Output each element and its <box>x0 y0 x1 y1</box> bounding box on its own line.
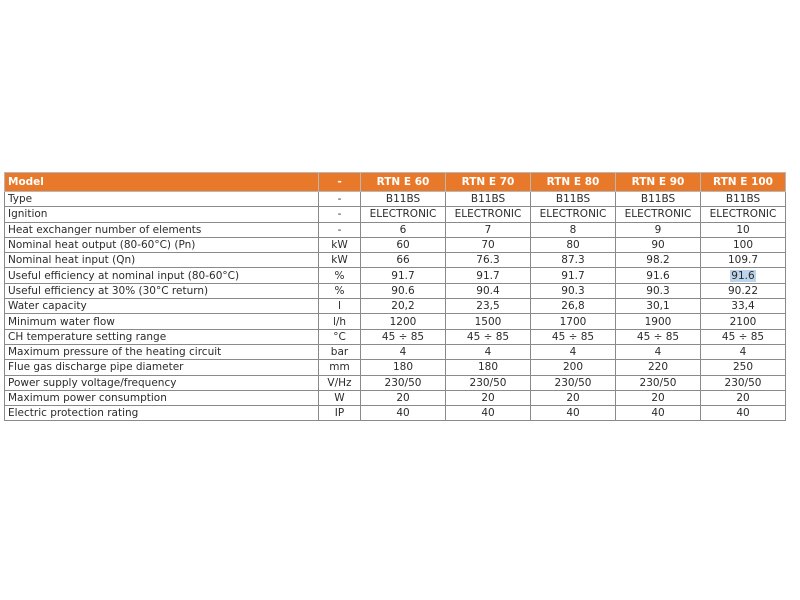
value-cell <box>701 268 786 283</box>
value-cell: 90 <box>616 237 701 252</box>
value-cell: 70 <box>446 237 531 252</box>
value-cell: 6 <box>361 222 446 237</box>
row-unit: % <box>319 268 361 283</box>
value-cell: 45 ÷ 85 <box>446 329 531 344</box>
table-row <box>5 207 786 222</box>
table-row <box>5 268 786 283</box>
value-cell: 90.22 <box>701 283 786 298</box>
value-cell: 230/50 <box>361 375 446 390</box>
table-row <box>5 390 786 405</box>
row-label: Minimum water flow <box>5 314 319 329</box>
value-cell: 40 <box>531 406 616 421</box>
table-row <box>5 314 786 329</box>
value-cell: 230/50 <box>616 375 701 390</box>
row-label: Heat exchanger number of elements <box>5 222 319 237</box>
row-label: Maximum power consumption <box>5 390 319 405</box>
value-cell: 1200 <box>361 314 446 329</box>
table-header-row <box>5 173 786 192</box>
value-cell: 109.7 <box>701 253 786 268</box>
value-cell: 180 <box>446 360 531 375</box>
row-unit: l/h <box>319 314 361 329</box>
value-cell: 1700 <box>531 314 616 329</box>
row-label: CH temperature setting range <box>5 329 319 344</box>
row-unit: - <box>319 207 361 222</box>
model-header: RTN E 100 <box>701 173 786 192</box>
value-cell: 40 <box>446 406 531 421</box>
table-row <box>5 237 786 252</box>
value-cell: 1500 <box>446 314 531 329</box>
value-cell: B11BS <box>446 192 531 207</box>
row-label: Type <box>5 192 319 207</box>
value-cell: 40 <box>361 406 446 421</box>
row-unit: kW <box>319 237 361 252</box>
table-row <box>5 375 786 390</box>
table-row <box>5 299 786 314</box>
value-cell: 76.3 <box>446 253 531 268</box>
value-cell: 10 <box>701 222 786 237</box>
value-cell: ELECTRONIC <box>616 207 701 222</box>
value-cell: 20 <box>446 390 531 405</box>
row-label: Nominal heat input (Qn) <box>5 253 319 268</box>
spec-table-body <box>5 192 786 421</box>
row-unit: W <box>319 390 361 405</box>
value-cell: ELECTRONIC <box>361 207 446 222</box>
value-cell: 45 ÷ 85 <box>531 329 616 344</box>
table-row <box>5 344 786 359</box>
value-cell: 90.3 <box>616 283 701 298</box>
value-cell: 40 <box>701 406 786 421</box>
value-cell: 91.7 <box>361 268 446 283</box>
value-cell: 90.6 <box>361 283 446 298</box>
value-cell: 180 <box>361 360 446 375</box>
value-cell: 9 <box>616 222 701 237</box>
row-label: Maximum pressure of the heating circuit <box>5 344 319 359</box>
value-cell: B11BS <box>701 192 786 207</box>
value-cell: 87.3 <box>531 253 616 268</box>
row-unit: - <box>319 222 361 237</box>
value-cell: 80 <box>531 237 616 252</box>
highlighted-value: 91.6 <box>731 269 755 282</box>
value-cell: 45 ÷ 85 <box>361 329 446 344</box>
value-cell: 230/50 <box>531 375 616 390</box>
value-cell: 91.7 <box>531 268 616 283</box>
table-row <box>5 329 786 344</box>
row-unit: °C <box>319 329 361 344</box>
row-unit: bar <box>319 344 361 359</box>
value-cell: 91.7 <box>446 268 531 283</box>
value-cell: 90.3 <box>531 283 616 298</box>
value-cell: 200 <box>531 360 616 375</box>
table-row <box>5 192 786 207</box>
value-cell: B11BS <box>361 192 446 207</box>
value-cell: B11BS <box>616 192 701 207</box>
value-cell: 40 <box>616 406 701 421</box>
table-row <box>5 406 786 421</box>
row-label: Useful efficiency at nominal input (80-60°C) <box>5 268 319 283</box>
value-cell: 4 <box>446 344 531 359</box>
value-cell: 91.6 <box>616 268 701 283</box>
row-label: Electric protection rating <box>5 406 319 421</box>
value-cell: 45 ÷ 85 <box>701 329 786 344</box>
row-unit: - <box>319 192 361 207</box>
value-cell: 20 <box>361 390 446 405</box>
value-cell: 20 <box>616 390 701 405</box>
value-cell: 20 <box>701 390 786 405</box>
model-header: RTN E 90 <box>616 173 701 192</box>
row-unit: IP <box>319 406 361 421</box>
row-unit: V/Hz <box>319 375 361 390</box>
row-label: Useful efficiency at 30% (30°C return) <box>5 283 319 298</box>
value-cell: 1900 <box>616 314 701 329</box>
row-label: Nominal heat output (80-60°C) (Pn) <box>5 237 319 252</box>
value-cell: 26,8 <box>531 299 616 314</box>
spec-table <box>4 172 786 421</box>
model-header-label: Model <box>5 173 319 192</box>
value-cell: 33,4 <box>701 299 786 314</box>
table-row <box>5 360 786 375</box>
row-unit: mm <box>319 360 361 375</box>
value-cell: 60 <box>361 237 446 252</box>
value-cell: 8 <box>531 222 616 237</box>
row-label: Ignition <box>5 207 319 222</box>
value-cell: 90.4 <box>446 283 531 298</box>
row-unit: kW <box>319 253 361 268</box>
table-row <box>5 283 786 298</box>
value-cell: 2100 <box>701 314 786 329</box>
value-cell: 230/50 <box>701 375 786 390</box>
row-unit: l <box>319 299 361 314</box>
value-cell: ELECTRONIC <box>701 207 786 222</box>
value-cell: B11BS <box>531 192 616 207</box>
value-cell: 7 <box>446 222 531 237</box>
value-cell: 45 ÷ 85 <box>616 329 701 344</box>
unit-header: - <box>319 173 361 192</box>
row-label: Water capacity <box>5 299 319 314</box>
value-cell: 23,5 <box>446 299 531 314</box>
value-cell: 230/50 <box>446 375 531 390</box>
value-cell: 30,1 <box>616 299 701 314</box>
value-cell: 250 <box>701 360 786 375</box>
row-label: Flue gas discharge pipe diameter <box>5 360 319 375</box>
row-unit: % <box>319 283 361 298</box>
value-cell: 20,2 <box>361 299 446 314</box>
table-row <box>5 222 786 237</box>
model-header: RTN E 70 <box>446 173 531 192</box>
value-cell: 4 <box>531 344 616 359</box>
model-header: RTN E 80 <box>531 173 616 192</box>
value-cell: 100 <box>701 237 786 252</box>
value-cell: ELECTRONIC <box>531 207 616 222</box>
value-cell: 98.2 <box>616 253 701 268</box>
model-header: RTN E 60 <box>361 173 446 192</box>
value-cell: ELECTRONIC <box>446 207 531 222</box>
value-cell: 66 <box>361 253 446 268</box>
value-cell: 20 <box>531 390 616 405</box>
table-row <box>5 253 786 268</box>
value-cell: 4 <box>361 344 446 359</box>
value-cell: 4 <box>616 344 701 359</box>
value-cell: 4 <box>701 344 786 359</box>
row-label: Power supply voltage/frequency <box>5 375 319 390</box>
value-cell: 220 <box>616 360 701 375</box>
